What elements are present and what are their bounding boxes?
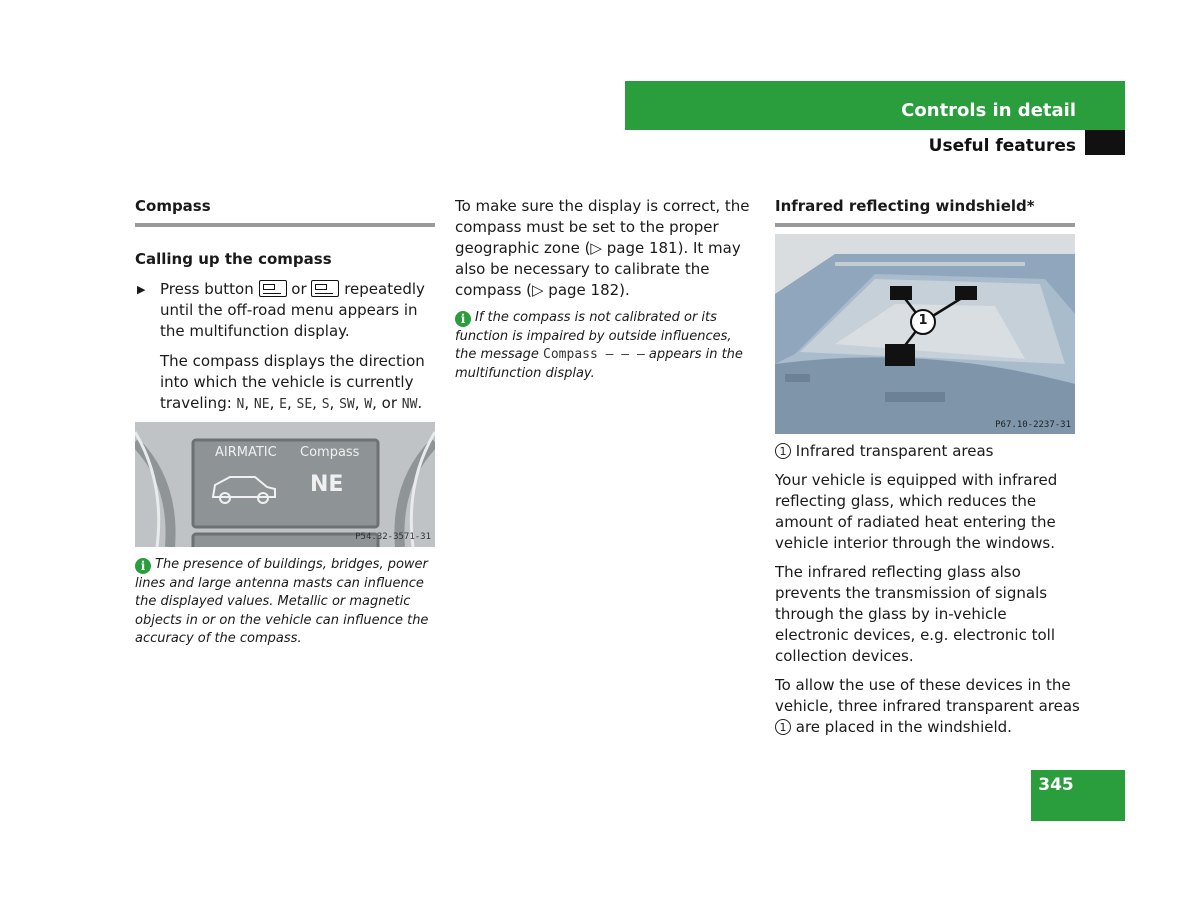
- note-text-pre: If the compass is not calibrated or its function is impaired by outside influences, the message: [455, 310, 732, 362]
- bullet-triangle-icon: ▶: [137, 283, 146, 296]
- instrument-cluster-illustration: [135, 422, 435, 547]
- dir-n: N: [236, 397, 245, 412]
- legend-text: Infrared transparent areas: [795, 442, 994, 460]
- info-note-text: The presence of buildings, bridges, power lines and large antenna masts can influence the displayed values. Metallic or magnetic objects in or on the vehicle can influence the accuracy of the compass.: [135, 557, 429, 646]
- windshield-figure: [775, 234, 1075, 434]
- p3-text-post: are placed in the windshield.: [795, 718, 1012, 736]
- infrared-paragraph-3: [775, 675, 1080, 738]
- infrared-paragraph-1: Your vehicle is equipped with infrared reflecting glass, which reduces the amount of radiated heat entering the vehicle interior through the windows.: [775, 471, 1058, 552]
- dir-nw: NW: [401, 397, 418, 412]
- column-2: [455, 196, 755, 383]
- inline-number-badge: 1: [775, 719, 791, 735]
- display-button-icon: [259, 280, 287, 297]
- windshield-callout: 1: [918, 313, 928, 328]
- legend-number-badge: 1: [775, 443, 791, 459]
- compass-description: The compass displays the direction into which the vehicle is currently traveling: N, NE, E, SE, S, SW, W, or NW.: [160, 352, 425, 412]
- figure-code: P54.32-3571-31: [355, 532, 431, 542]
- p3-text-pre: To allow the use of these devices in the vehicle, three infrared transparent areas: [775, 676, 1080, 715]
- column-3-text: [775, 441, 1080, 738]
- step-text-or: or: [291, 280, 307, 298]
- figure-code: P67.10-2237-31: [995, 420, 1071, 430]
- compass-label: Compass: [300, 445, 360, 460]
- info-note-calibration: [455, 309, 755, 383]
- compass-message-code: Compass – – –: [543, 347, 645, 362]
- figure-legend: [775, 441, 1080, 462]
- calling-compass-heading: Calling up the compass: [135, 250, 332, 268]
- windshield-illustration: [775, 234, 1075, 434]
- info-note-buildings: [135, 556, 435, 649]
- dir-ne: NE: [253, 397, 270, 412]
- compass-heading: Compass: [135, 196, 435, 227]
- display-button-icon: [311, 280, 339, 297]
- dir-se: SE: [296, 397, 313, 412]
- step-text-pre: Press button: [160, 280, 254, 298]
- calibration-paragraph: To make sure the display is correct, the compass must be set to the proper geographic zone (▷ page 181). It may also be necessary to calibrate the compass (▷ page 182).: [455, 197, 750, 299]
- dir-s: S: [321, 397, 330, 412]
- page-number: 345: [1038, 775, 1074, 795]
- infrared-heading: Infrared reflecting windshield*: [775, 196, 1075, 227]
- compass-display-figure: [135, 422, 435, 547]
- step-text-post: repeatedly until the off-road menu appears in the multifunction display.: [160, 280, 425, 340]
- header-black-tab: [1085, 130, 1125, 155]
- dir-sw: SW: [339, 397, 355, 412]
- dir-w: W: [364, 397, 373, 412]
- info-icon: i: [135, 558, 151, 574]
- column-3: [775, 196, 1075, 227]
- note-text-post: appears in the multifunction display.: [455, 347, 743, 381]
- section-title: Controls in detail: [901, 100, 1076, 121]
- airmatic-label: AIRMATIC: [215, 445, 277, 460]
- infrared-paragraph-2: The infrared reflecting glass also prevents the transmission of signals through the glass by in-vehicle electronic devices, e.g. electronic toll collection devices.: [775, 563, 1055, 665]
- info-icon: i: [455, 311, 471, 327]
- column-1: [135, 196, 435, 415]
- step-item: [135, 279, 435, 342]
- compass-description-text: The compass displays the direction into which the vehicle is currently traveling:: [160, 352, 425, 412]
- compass-value: NE: [310, 472, 344, 497]
- section-subtitle: Useful features: [928, 136, 1076, 156]
- dir-e: E: [279, 397, 287, 412]
